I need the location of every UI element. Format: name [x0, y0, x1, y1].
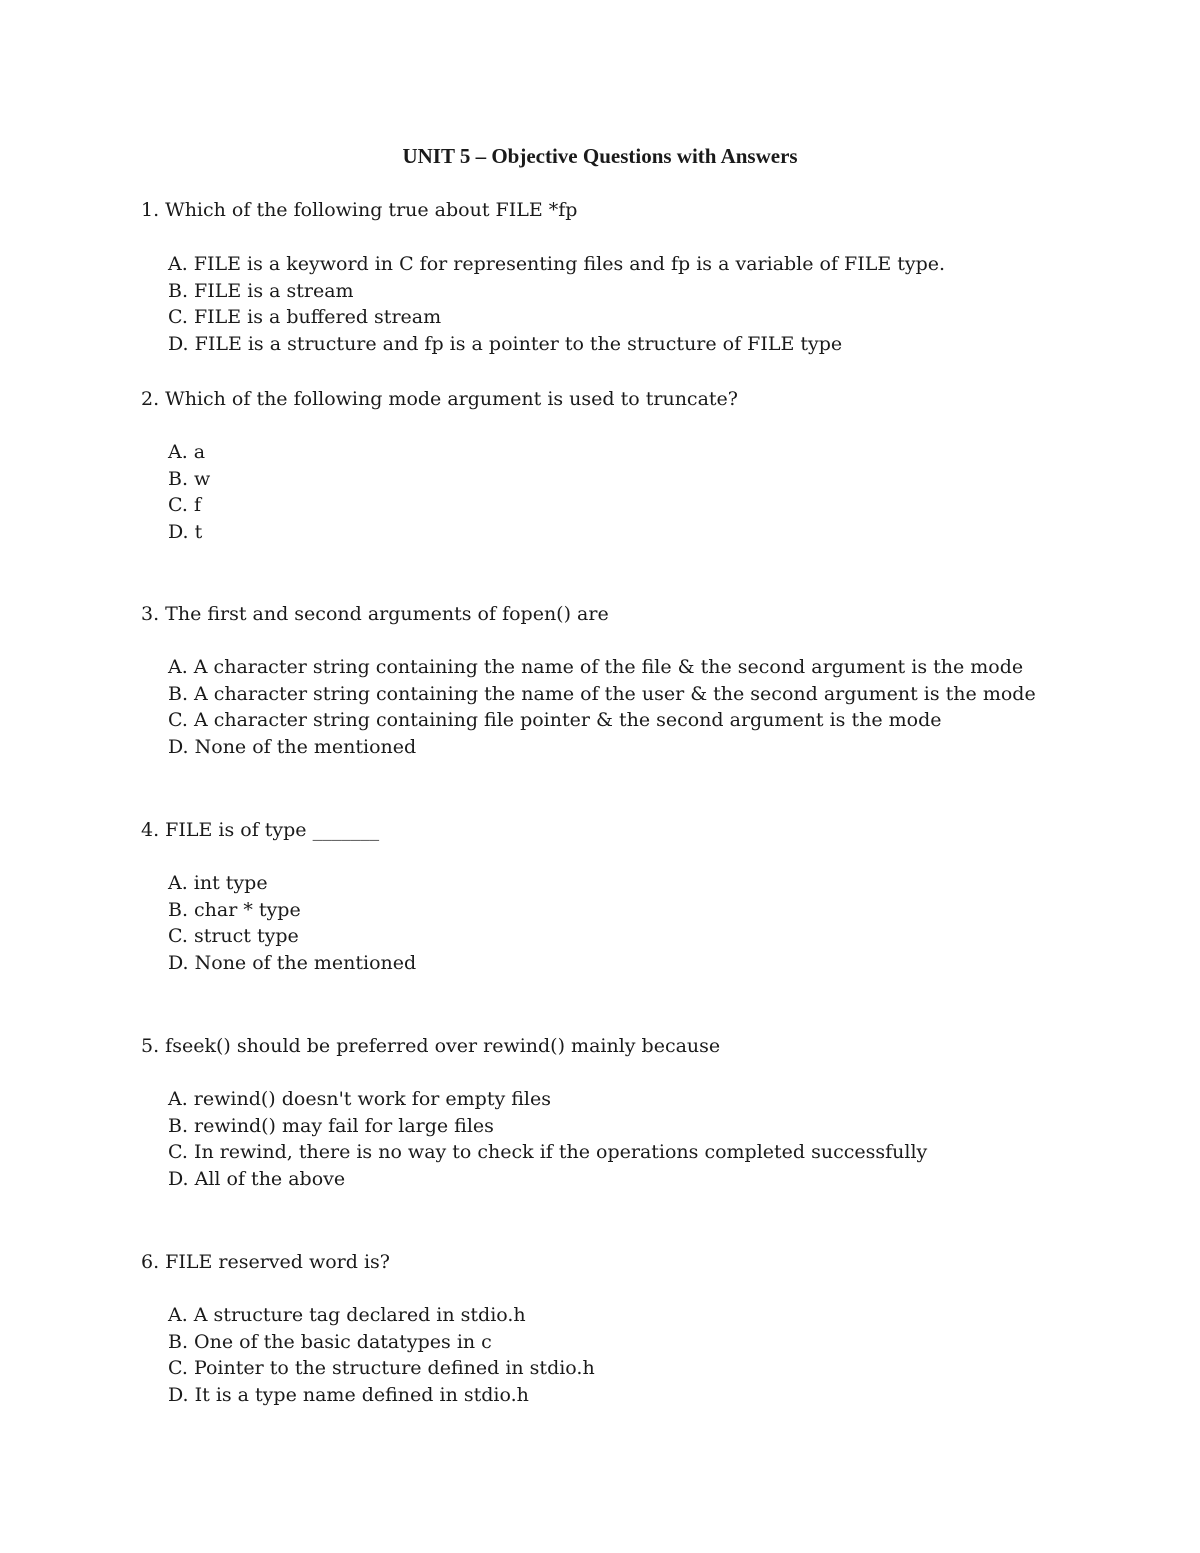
option-a: A. rewind() doesn't work for empty files [168, 1088, 551, 1110]
question-5: 5. fseek() should be preferred over rewind() mainly because [141, 1035, 721, 1057]
option-c: C. struct type [168, 925, 299, 948]
page-title: UNIT 5 – Objective Questions with Answers [402, 144, 798, 168]
question-4: 4. FILE is of type _______ [141, 819, 380, 841]
option-a: A. FILE is a keyword in C for representing files and fp is a variable of FILE type. [168, 253, 946, 275]
question-5-options [168, 1086, 927, 1193]
question-3: 3. The first and second arguments of fopen() are [141, 603, 609, 625]
option-b: B. rewind() may fail for large files [168, 1114, 494, 1137]
option-d: D. All of the above [168, 1168, 346, 1191]
question-1: 1. Which of the following true about FILE *fp [141, 199, 578, 221]
option-c: C. A character string containing file pointer & the second argument is the mode [168, 709, 942, 732]
question-4-options [168, 870, 416, 977]
option-a: A. A structure tag declared in stdio.h [168, 1304, 526, 1326]
option-d: D. None of the mentioned [168, 736, 417, 759]
option-c: C. FILE is a buffered stream [168, 306, 442, 329]
option-b: B. A character string containing the name of the user & the second argument is the mode [168, 682, 1036, 705]
option-b: B. One of the basic datatypes in c [168, 1330, 492, 1353]
question-2: 2. Which of the following mode argument is used to truncate? [141, 388, 738, 410]
question-3-options [168, 654, 1036, 761]
option-a: A. int type [168, 872, 268, 894]
option-a: A. a [168, 441, 206, 463]
option-c: C. f [168, 494, 201, 517]
question-6: 6. FILE reserved word is? [141, 1251, 390, 1273]
question-2-options [168, 439, 210, 546]
question-6-options [168, 1302, 595, 1409]
option-c: C. Pointer to the structure defined in stdio.h [168, 1357, 595, 1380]
option-d: D. t [168, 521, 203, 544]
option-d: D. It is a type name defined in stdio.h [168, 1384, 529, 1407]
option-b: B. FILE is a stream [168, 279, 354, 302]
option-c: C. In rewind, there is no way to check if the operations completed successfully [168, 1141, 928, 1164]
option-d: D. FILE is a structure and fp is a pointer to the structure of FILE type [168, 333, 843, 356]
option-d: D. None of the mentioned [168, 952, 417, 975]
question-1-options [168, 251, 945, 358]
option-b: B. w [168, 467, 211, 490]
option-a: A. A character string containing the name of the file & the second argument is the mode [168, 656, 1024, 678]
option-b: B. char * type [168, 898, 301, 921]
